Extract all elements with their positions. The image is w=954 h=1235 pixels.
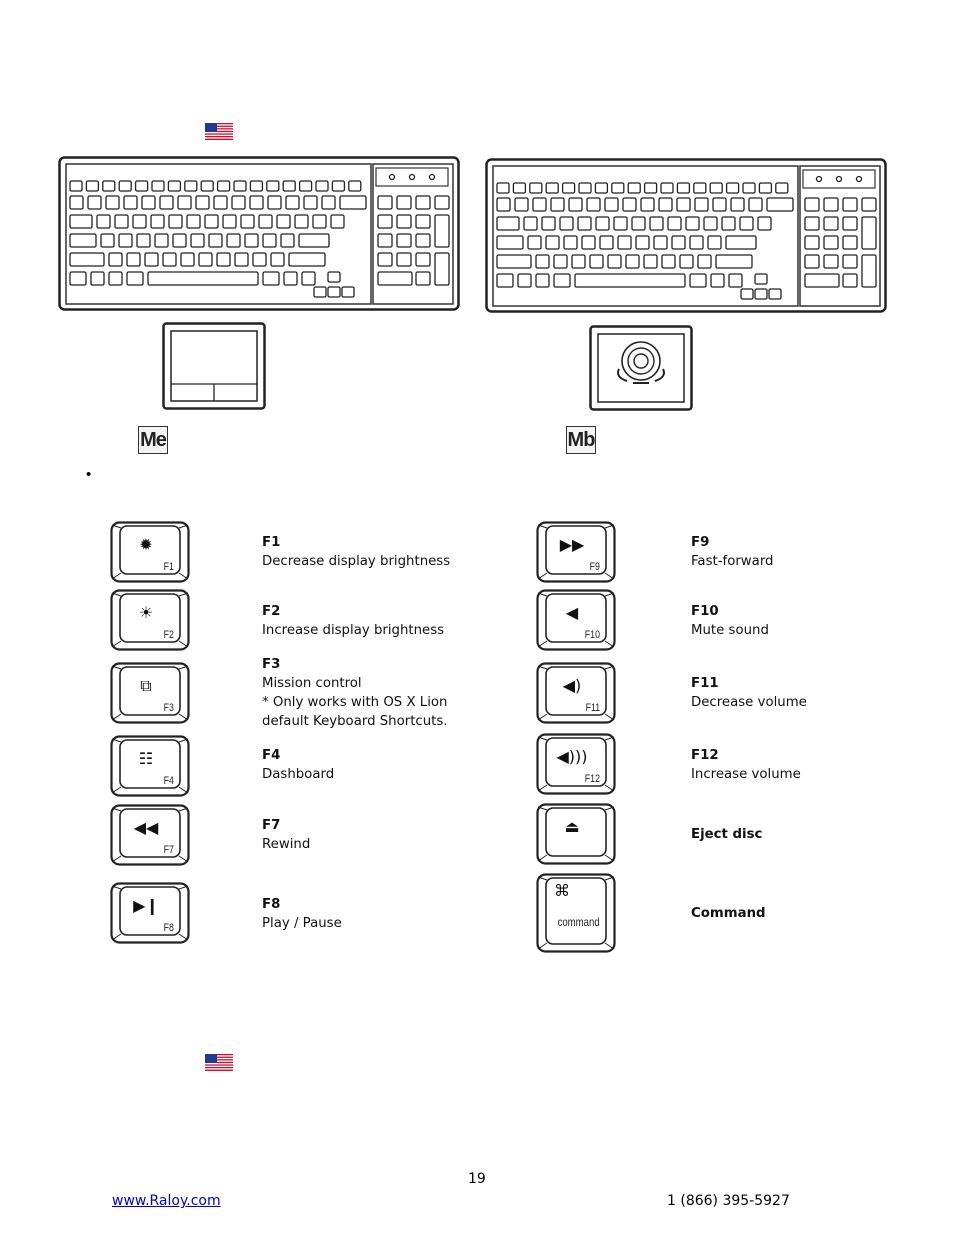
keycap (253, 253, 266, 266)
numpad-key (397, 196, 411, 209)
keycap (70, 272, 86, 285)
keycap (554, 255, 567, 268)
keycap (331, 215, 344, 228)
numpad-key (843, 255, 857, 268)
keycap (623, 198, 636, 211)
keycap (127, 272, 143, 285)
key-function-text: default Keyboard Shortcuts. (262, 714, 448, 729)
keycap (163, 253, 176, 266)
keycap (250, 181, 262, 191)
keycap (342, 287, 354, 297)
indicator-light (857, 177, 862, 182)
keycap (181, 253, 194, 266)
key-cap-label: F10 (584, 629, 600, 641)
keycap (286, 196, 299, 209)
keycap (284, 272, 297, 285)
key-name: F10 (691, 604, 719, 619)
numpad-key (862, 198, 876, 211)
keycap (513, 183, 525, 193)
keycap (259, 215, 272, 228)
key-description (691, 746, 801, 784)
numpad-key (378, 215, 392, 228)
numpad-key (397, 215, 411, 228)
numpad-key (824, 198, 838, 211)
key-symbol-icon: ⧉ (140, 676, 152, 695)
keycap (759, 183, 771, 193)
keycap (524, 217, 537, 230)
keycap (235, 253, 248, 266)
keycap (677, 198, 690, 211)
keycap (546, 183, 558, 193)
numpad-key (397, 253, 411, 266)
numpad-key (805, 255, 819, 268)
keycap (173, 234, 186, 247)
key-illustration-f12 (536, 733, 616, 795)
keycap (729, 274, 742, 287)
key-illustration-f2 (110, 589, 190, 651)
keycap (612, 183, 624, 193)
key-illustration-f10 (536, 589, 616, 651)
numpad-key (805, 198, 819, 211)
key-description (262, 746, 334, 784)
key-name: F12 (691, 748, 719, 763)
keycap (70, 181, 82, 191)
keycap (86, 181, 98, 191)
keycap (578, 217, 591, 230)
keycap (223, 215, 236, 228)
trackball-illustration (589, 325, 693, 411)
key-symbol-icon: ▶❙ (133, 896, 159, 915)
keycap (608, 255, 621, 268)
keycap (70, 215, 92, 228)
keycap (277, 215, 290, 228)
key-function-text: Mission control (262, 676, 362, 691)
keycap (497, 217, 519, 230)
keycap (536, 274, 549, 287)
keycap (628, 183, 640, 193)
key-description (691, 533, 774, 571)
keycap (497, 198, 510, 211)
keycap (769, 289, 781, 299)
keycap (304, 196, 317, 209)
keycap (551, 198, 564, 211)
keycap (743, 183, 755, 193)
numpad-key (805, 217, 819, 230)
indicator-light (430, 175, 435, 180)
key-illustration-eject (536, 803, 616, 865)
keycap (214, 196, 227, 209)
keycap (533, 198, 546, 211)
key-illustration-command (536, 873, 616, 953)
keycap (185, 181, 197, 191)
keycap (322, 196, 335, 209)
keycap (115, 215, 128, 228)
keycap (497, 274, 513, 287)
key-symbol-icon: ◀ (565, 603, 579, 622)
key-function-text: Fast-forward (691, 554, 774, 569)
keycap (710, 183, 722, 193)
keycap (727, 183, 739, 193)
indicator-light (817, 177, 822, 182)
key-description (691, 602, 769, 640)
keycap (133, 215, 146, 228)
key-description (262, 816, 310, 854)
keycap (70, 196, 83, 209)
key-symbol-icon: ◀) (562, 676, 582, 695)
keycap (241, 215, 254, 228)
us-flag-icon (205, 123, 233, 140)
keycap (716, 255, 752, 268)
keycap (497, 255, 531, 268)
numpad-key (843, 217, 857, 230)
keycap (127, 253, 140, 266)
keycap (201, 181, 213, 191)
keycap (694, 183, 706, 193)
key-description (691, 904, 766, 923)
keycap (758, 217, 771, 230)
keycap (528, 236, 541, 249)
keycap (582, 236, 595, 249)
keyboard-illustration-right (485, 158, 887, 314)
keycap (155, 234, 168, 247)
keyboard-drawing (485, 158, 887, 314)
page-number: 19 (468, 1171, 486, 1187)
keycap (70, 234, 96, 247)
phone-number: 1 (866) 395-5927 (667, 1193, 790, 1209)
key-cap-label: F1 (163, 561, 174, 573)
key-function-text: Decrease volume (691, 695, 807, 710)
keycap (314, 287, 326, 297)
keycap (88, 196, 101, 209)
numpad-key (435, 253, 449, 285)
keycap (767, 198, 793, 211)
key-cap-label: F8 (163, 922, 174, 934)
keycap (776, 183, 788, 193)
keycap (596, 217, 609, 230)
numpad-key (862, 217, 876, 249)
keycap (645, 183, 657, 193)
keycap (97, 215, 110, 228)
key-name: F1 (262, 535, 281, 550)
keycap (755, 274, 767, 284)
key-illustration-f8 (110, 882, 190, 944)
keycap (199, 253, 212, 266)
keycap (650, 217, 663, 230)
keycap (70, 253, 104, 266)
key-function-text: Dashboard (262, 767, 335, 782)
keycap (263, 234, 276, 247)
keycap (300, 181, 312, 191)
keycap (536, 255, 549, 268)
keycap (542, 217, 555, 230)
indicator-light (410, 175, 415, 180)
keycap (731, 198, 744, 211)
key-cap-label: F12 (584, 773, 600, 785)
keycap (686, 217, 699, 230)
keycap (332, 181, 344, 191)
keycap (313, 215, 326, 228)
key-name: Command (691, 906, 766, 921)
keycap (271, 253, 284, 266)
keycap (636, 236, 649, 249)
us-flag-icon (205, 1054, 233, 1071)
key-name: Eject disc (691, 827, 763, 842)
keycap (518, 274, 531, 287)
keycap (704, 217, 717, 230)
keycap (91, 272, 104, 285)
keycap (145, 253, 158, 266)
keycap (109, 253, 122, 266)
mb-badge: Mb (566, 426, 596, 454)
key-cap-label: F11 (585, 702, 600, 714)
keycap (749, 198, 762, 211)
keycap (659, 198, 672, 211)
keycap (151, 215, 164, 228)
keycap (722, 217, 735, 230)
numpad-key (435, 196, 449, 209)
keycap (316, 181, 328, 191)
keycap (644, 255, 657, 268)
keycap (191, 234, 204, 247)
key-cap-label: F9 (589, 561, 600, 573)
keycap (595, 183, 607, 193)
numpad-key (824, 236, 838, 249)
keycap (672, 236, 685, 249)
numpad-key (416, 234, 430, 247)
key-illustration-f11 (536, 662, 616, 724)
numpad-key (805, 274, 839, 287)
keycap (106, 196, 119, 209)
keycap (178, 196, 191, 209)
keycap (695, 198, 708, 211)
key-function-text: Play / Pause (262, 916, 342, 931)
key-function-text: Decrease display brightness (262, 554, 451, 569)
keycap (227, 234, 240, 247)
keycap (740, 217, 753, 230)
keycap (142, 196, 155, 209)
keycap (289, 253, 325, 266)
keycap (169, 215, 182, 228)
key-cap-label: command (557, 915, 600, 929)
key-name: F4 (262, 748, 281, 763)
numpad-key (416, 272, 430, 285)
numpad-key (824, 255, 838, 268)
keycap (340, 196, 366, 209)
keycap (295, 215, 308, 228)
keycap (563, 183, 575, 193)
key-description (262, 895, 342, 933)
key-cap-label: F3 (163, 702, 174, 714)
numpad-key (824, 217, 838, 230)
keycap (713, 198, 726, 211)
keycap (136, 181, 148, 191)
keycap (148, 272, 258, 285)
numpad-key (435, 215, 449, 247)
keycap (579, 183, 591, 193)
key-name: F8 (262, 897, 281, 912)
key-function-text: Mute sound (691, 623, 769, 638)
key-name: F11 (691, 676, 719, 691)
numpad-key (805, 236, 819, 249)
key-function-text: * Only works with OS X Lion (262, 695, 448, 710)
keycap (328, 287, 340, 297)
keycap (283, 181, 295, 191)
numpad-key (416, 253, 430, 266)
keycap (160, 196, 173, 209)
key-description (691, 825, 762, 844)
key-illustration-f1 (110, 521, 190, 583)
numpad-key (416, 215, 430, 228)
keycap (641, 198, 654, 211)
numpad-key (378, 272, 412, 285)
keycap (618, 236, 631, 249)
keycap (605, 198, 618, 211)
numpad-key (843, 236, 857, 249)
key-function-text: Increase display brightness (262, 623, 445, 638)
keycap (205, 215, 218, 228)
key-illustration-f3 (110, 662, 190, 724)
numpad-key (378, 234, 392, 247)
keycap (690, 236, 703, 249)
key-symbol-icon: ▶▶ (559, 535, 585, 554)
keycap (614, 217, 627, 230)
numpad-key (843, 198, 857, 211)
numpad-key (416, 196, 430, 209)
keycap (250, 196, 263, 209)
key-description (262, 602, 444, 640)
keycap (196, 196, 209, 209)
key-symbol-icon: ◀))) (556, 747, 588, 766)
keycap (626, 255, 639, 268)
key-name: F9 (691, 535, 710, 550)
keyboard-drawing (58, 156, 460, 312)
keycap (245, 234, 258, 247)
indicator-light (837, 177, 842, 182)
keycap (187, 215, 200, 228)
keycap (680, 255, 693, 268)
keycap (662, 255, 675, 268)
keycap (328, 272, 340, 282)
numpad-key (378, 253, 392, 266)
keycap (668, 217, 681, 230)
bullet-point: • (86, 466, 92, 483)
key-name: F7 (262, 818, 281, 833)
keycap (234, 181, 246, 191)
keycap (119, 234, 132, 247)
keycap (268, 196, 281, 209)
keycap (741, 289, 753, 299)
keycap (497, 183, 509, 193)
key-description (262, 655, 448, 731)
keycap (209, 234, 222, 247)
touchpad-illustration (162, 322, 266, 410)
keycap (263, 272, 279, 285)
key-description (691, 674, 807, 712)
keycap (560, 217, 573, 230)
keycap (708, 236, 721, 249)
keycap (546, 236, 559, 249)
website-link[interactable]: www.Raloy.com (112, 1193, 221, 1209)
keycap (103, 181, 115, 191)
key-illustration-f9 (536, 521, 616, 583)
key-symbol-icon: ☷ (138, 749, 154, 768)
keycap (600, 236, 613, 249)
keycap (217, 253, 230, 266)
numpad-key (397, 234, 411, 247)
keycap (267, 181, 279, 191)
keycap (564, 236, 577, 249)
key-symbol-icon: ◀◀ (133, 818, 159, 837)
key-function-text: Rewind (262, 837, 311, 852)
numpad-key (862, 255, 876, 287)
key-name: F3 (262, 657, 281, 672)
keycap (530, 183, 542, 193)
keycap (299, 234, 329, 247)
key-cap-label: F4 (163, 775, 174, 787)
keycap (632, 217, 645, 230)
key-cap-label: F2 (163, 629, 174, 641)
keycap (726, 236, 756, 249)
key-description (262, 533, 450, 571)
key-symbol-icon: ⌘ (554, 881, 570, 900)
key-function-text: Increase volume (691, 767, 801, 782)
key-illustration-f4 (110, 735, 190, 797)
keycap (590, 255, 603, 268)
key-illustration-f7 (110, 804, 190, 866)
keycap (109, 272, 122, 285)
keycap (168, 181, 180, 191)
keycap (232, 196, 245, 209)
keycap (349, 181, 361, 191)
keycap (281, 234, 294, 247)
keycap (711, 274, 724, 287)
keycap (554, 274, 570, 287)
key-name: F2 (262, 604, 281, 619)
key-symbol-icon: ✹ (139, 535, 153, 554)
key-cap-label: F7 (163, 844, 174, 856)
keycap (587, 198, 600, 211)
keycap (569, 198, 582, 211)
keycap (119, 181, 131, 191)
keycap (755, 289, 767, 299)
keycap (690, 274, 706, 287)
keycap (302, 272, 315, 285)
keycap (698, 255, 711, 268)
numpad-key (378, 196, 392, 209)
keycap (677, 183, 689, 193)
keycap (124, 196, 137, 209)
indicator-light (390, 175, 395, 180)
keycap (654, 236, 667, 249)
me-badge: Me (138, 426, 168, 454)
keycap (137, 234, 150, 247)
keycap (497, 236, 523, 249)
keycap (101, 234, 114, 247)
keycap (661, 183, 673, 193)
keycap (572, 255, 585, 268)
keyboard-illustration-left (58, 156, 460, 312)
keycap (218, 181, 230, 191)
keycap (152, 181, 164, 191)
keycap (515, 198, 528, 211)
key-symbol-icon: ⏏ (564, 817, 580, 836)
keycap (575, 274, 685, 287)
key-symbol-icon: ☀ (138, 603, 154, 622)
numpad-key (843, 274, 857, 287)
